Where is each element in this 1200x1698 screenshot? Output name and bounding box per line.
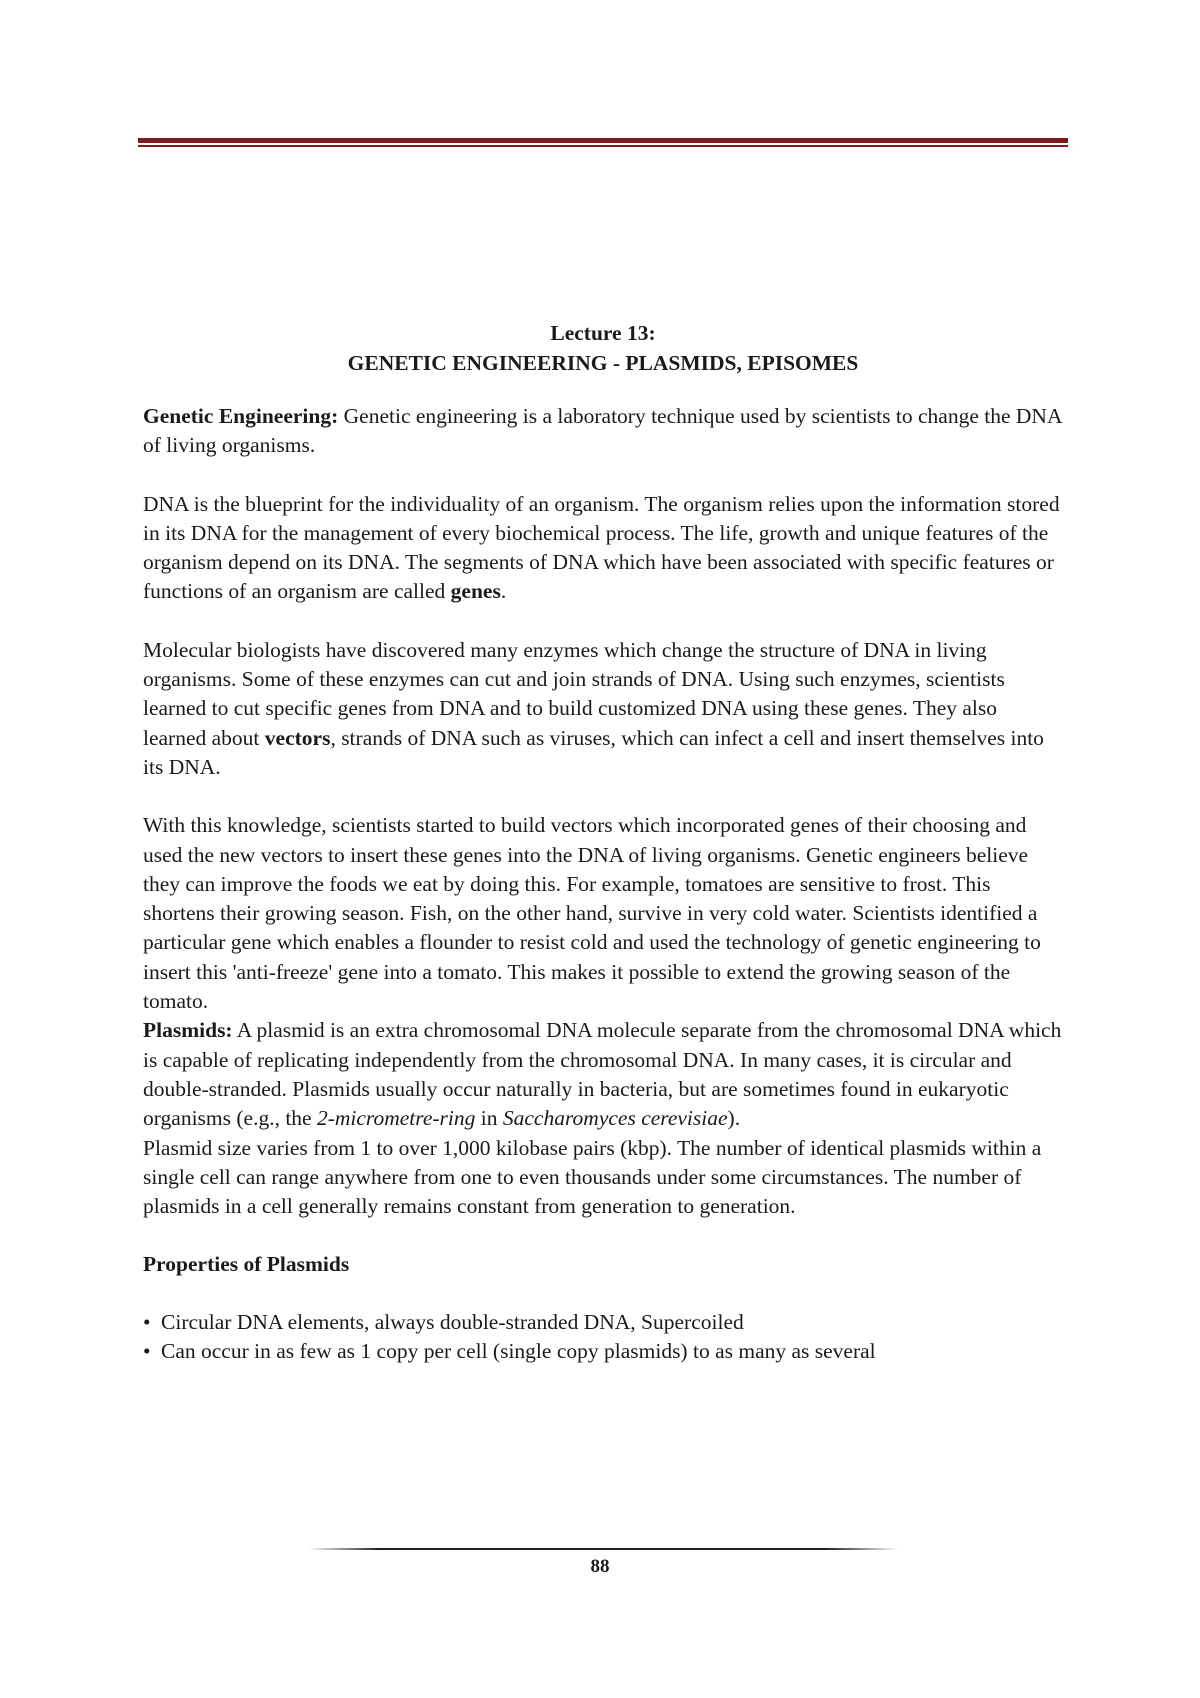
bullet-icon: •	[143, 1309, 151, 1334]
list-item: • Can occur in as few as 1 copy per cell (single copy plasmids) to as many as several	[143, 1337, 1063, 1366]
term-plasmids: Plasmids:	[143, 1018, 233, 1043]
bullet-icon: •	[143, 1339, 151, 1364]
properties-heading: Properties of Plasmids	[143, 1252, 350, 1277]
lecture-title: GENETIC ENGINEERING - PLASMIDS, EPISOMES	[347, 351, 859, 375]
header-rule-thin	[138, 145, 1068, 147]
page-title	[138, 318, 1068, 378]
term-vectors: vectors	[264, 725, 331, 750]
lecture-number: Lecture 13:	[550, 321, 656, 345]
term-genetic-engineering: Genetic Engineering:	[143, 404, 339, 428]
properties-list	[143, 1308, 1063, 1367]
italic-species-name: Saccharomyces cerevisiae	[502, 1106, 728, 1131]
paragraph-dna-blueprint: DNA is the blueprint for the individuality of an organism. The organism relies upon the information stored in its DNA for the management of every biochemical process. The life, growth and unique features of the organism depend on its DNA. The segments of DNA which have been associated with specific features or functions of an organism are called genes.	[143, 491, 1060, 604]
list-item: • Circular DNA elements, always double-stranded DNA, Supercoiled	[143, 1308, 1063, 1337]
footer-rule	[308, 1548, 898, 1550]
header-rule	[138, 138, 1068, 147]
italic-micrometre-ring: 2-micrometre-ring	[316, 1106, 476, 1131]
paragraph-genetic-engineering: Genetic Engineering: Genetic engineering is a laboratory technique used by scientists to change the DNA of living organisms.	[143, 404, 1062, 458]
term-genes: genes	[450, 579, 501, 604]
paragraph-vectors-tomato: With this knowledge, scientists started to build vectors which incorporated genes of their choosing and used the new vectors to insert these genes into the DNA of living organisms. Genetic engineers believe they can improve the foods we eat by doing this. For example, tomatoes are sensitive to frost. This shortens their growing season. Fish, on the other hand, survive in very cold water. Scientists identified a particular gene which enables a flounder to resist cold and used the technology of genetic engineering to insert this 'anti-freeze' gene into a tomato. This makes it possible to extend the growing season of the tomato.	[143, 813, 1041, 1014]
paragraph-enzymes: Molecular biologists have discovered many enzymes which change the structure of DNA in living organisms. Some of these enzymes can cut and join strands of DNA. Using such enzymes, scientists learned to cut specific genes from DNA and to build customized DNA using these genes. They also learned about vectors, strands of DNA such as viruses, which can infect a cell and insert themselves into its DNA.	[143, 637, 1044, 779]
paragraph-plasmids: Plasmids: A plasmid is an extra chromosomal DNA molecule separate from the chromosomal DNA which is capable of replicating independently from the chromosomal DNA. In many cases, it is circular and double-stranded. Plasmids usually occur naturally in bacteria, but are sometimes found in eukaryotic organisms (e.g., the 2-micrometre-ring in Saccharomyces cerevisiae).	[143, 1018, 1062, 1131]
document-body	[143, 402, 1063, 1366]
paragraph-plasmid-size: Plasmid size varies from 1 to over 1,000 kilobase pairs (kbp). The number of identical plasmids within a single cell can range anywhere from one to even thousands under some circumstances. The number of plasmids in a cell generally remains constant from generation to generation.	[143, 1135, 1042, 1219]
page-number: 88	[590, 1556, 610, 1577]
